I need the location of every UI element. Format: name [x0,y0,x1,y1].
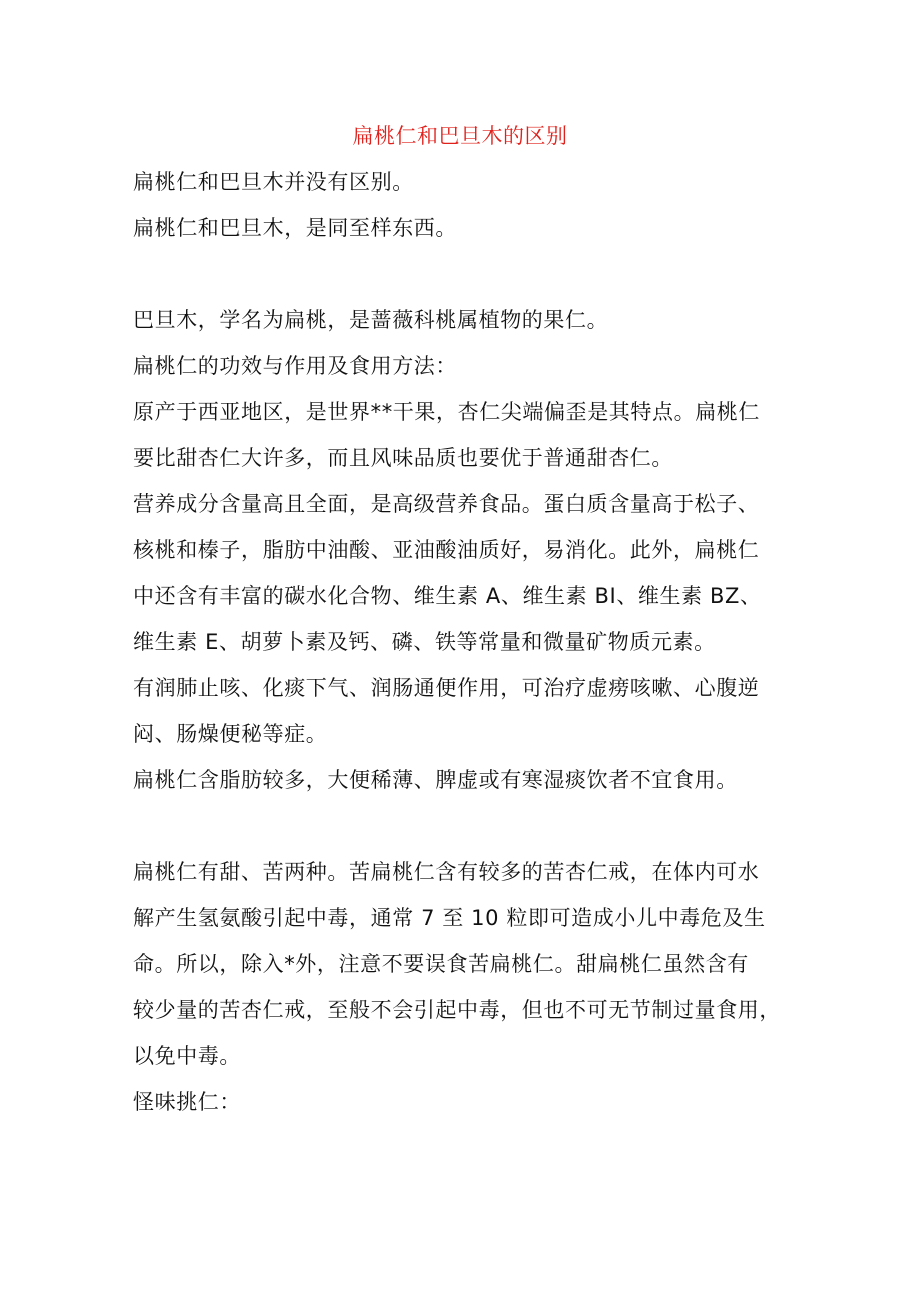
text-line: 扁桃仁含脂肪较多，大便稀薄、脾虚或有寒湿痰饮者不宜食用。 [133,768,738,792]
paragraph-gap [133,251,808,297]
paragraph [133,297,808,343]
paragraph [133,481,808,665]
paragraph [133,757,808,803]
paragraph [133,205,808,251]
text-line: 怪味挑仁： [133,1090,241,1114]
text-line: 维生素 E、胡萝卜素及钙、磷、铁等常量和微量矿物质元素。 [133,630,716,654]
document-title: 扁桃仁和巴旦木的区别 [352,124,568,148]
text-line: 扁桃仁有甜、苦两种。苦扁桃仁含有较多的苦杏仁戒，在体内可水 [133,860,760,884]
text-line: 命。所以，除入*外，注意不要误食苦扁桃仁。甜扁桃仁虽然含有 [133,952,749,976]
text-line: 原产于西亚地区，是世界**干果，杏仁尖端偏歪是其特点。扁桃仁 [133,400,760,424]
paragraph [133,1079,808,1125]
text-line: 营养成分含量高且全面，是高级营养食品。蛋白质含量高于松子、 [133,492,760,516]
text-line: 闷、肠燥便秘等症。 [133,722,328,746]
text-line: 核桃和榛子，脂肪中油酸、亚油酸油质好，易消化。此外，扁桃仁 [133,538,760,562]
text-line: 中还含有丰富的碳水化合物、维生素 A、维生素 BI、维生素 BZ、 [133,584,762,608]
text-line: 扁桃仁和巴旦木并没有区别。 [133,170,414,194]
text-line: 较少量的苦杏仁戒，至般不会引起中毒，但也不可无节制过量食用， [133,998,781,1022]
text-line: 解产生氢氨酸引起中毒，通常 7 至 10 粒即可造成小儿中毒危及生 [133,906,766,930]
text-line: 巴旦木，学名为扁桃，是蔷薇科桃属植物的果仁。 [133,308,609,332]
text-line: 要比甜杏仁大许多，而且风味品质也要优于普通甜杏仁。 [133,446,673,470]
paragraph [133,665,808,757]
document-body [133,159,808,1125]
paragraph [133,159,808,205]
paragraph [133,389,808,481]
text-line: 有润肺止咳、化痰下气、润肠通便作用，可治疗虚痨咳嗽、心腹逆 [133,676,760,700]
paragraph-gap [133,803,808,849]
text-line: 扁桃仁的功效与作用及食用方法： [133,354,457,378]
paragraph [133,849,808,1079]
text-line: 扁桃仁和巴旦木，是同至样东西。 [133,216,457,240]
paragraph [133,343,808,389]
text-line: 以免中毒。 [133,1044,241,1068]
